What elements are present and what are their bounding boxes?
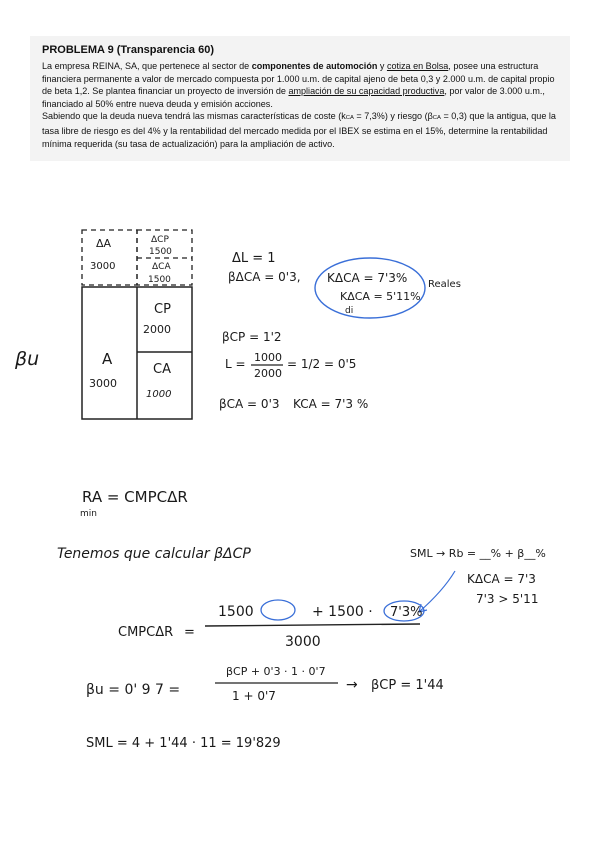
denominator-3000: 3000 [285, 634, 321, 650]
k-delta-ca-repeat: KΔCA = 7'3 [467, 572, 536, 586]
bold-phrase: componentes de automoción [251, 61, 378, 71]
text-part: , por valor de 3.000 u.m., financiado al 50% entre nueva deuda y emisión acciones. [42, 86, 545, 109]
subscript: CA [432, 115, 441, 122]
l-result: = 1/2 = 0'5 [287, 357, 357, 371]
l-label: L = [225, 357, 246, 371]
text-part: y [377, 61, 387, 71]
k-delta-ca-di: KΔCA = 5'11% [340, 290, 421, 303]
beta-cp: βCP = 1'2 [222, 330, 282, 344]
beta-delta-ca: βΔCA = 0'3, [228, 270, 301, 284]
numerator-beta: βCP + 0'3 · 1 · 0'7 [226, 665, 326, 678]
l-numerator: 1000 [254, 351, 282, 364]
delta-ca-value: 1500 [148, 275, 171, 285]
text-part: = 7,3%) y riesgo (β [353, 111, 433, 122]
ca-label: CA [153, 362, 171, 377]
delta-cp-value: 1500 [149, 247, 172, 257]
rate-value: 7'3% [390, 605, 423, 620]
k-ca: KCA = 7'3 % [293, 397, 369, 411]
di-subscript: di [345, 306, 354, 316]
l-denominator: 2000 [254, 367, 282, 380]
reales-note: Reales [428, 279, 461, 290]
delta-cp-label: ΔCP [151, 235, 169, 245]
ra-equation: RA = CMPCΔR [82, 488, 188, 506]
blank-circle [261, 600, 295, 620]
beta-cp-result: βCP = 1'44 [371, 678, 444, 693]
tenemos-line: Tenemos que calcular βΔCP [57, 546, 251, 562]
delta-a-label: ΔA [96, 237, 112, 250]
numerator-plus: + 1500 · [312, 604, 373, 620]
sml-formula: SML → Rb = __% + β__% [410, 547, 546, 560]
sml-final: SML = 4 + 1'44 · 11 = 19'829 [86, 736, 281, 751]
equals-sign: = [184, 625, 195, 640]
cp-label: CP [154, 302, 171, 317]
delta-l: ΔL = 1 [232, 251, 276, 266]
underlined-phrase: ampliación de su capacidad productiva [288, 86, 445, 97]
k-delta-ca: KΔCA = 7'3% [327, 271, 408, 285]
text-part: , posee una estructura financiera permanente a valor de mercado compuesta por 1.000 u.m. de capital ajeno de beta 0,3 y 2.000 u.m. de capital propio de beta 1,2. Se plantea financiar un proyecto de inversión de [42, 61, 555, 97]
subscript: CA [345, 115, 354, 122]
text-part: La empresa REINA, SA, que pertenece al sector de [42, 61, 252, 71]
cmpc-label: CMPCΔR [118, 625, 174, 640]
ca-value: 1000 [146, 389, 172, 400]
fraction-bar-1 [205, 624, 420, 626]
problem-title: PROBLEMA 9 (Transparencia 60) [42, 44, 214, 56]
blue-arrow [419, 571, 455, 612]
min-subscript: min [80, 509, 97, 519]
a-value: 3000 [89, 377, 117, 390]
result-arrow: → [346, 677, 358, 693]
delta-a-value: 3000 [90, 261, 116, 272]
underlined-phrase: cotiza en Bolsa [386, 61, 449, 71]
cp-value: 2000 [143, 323, 171, 336]
circle-highlight [315, 258, 425, 318]
beta-u-equation: βu = 0' 9 7 = [86, 682, 181, 698]
beta-ca: βCA = 0'3 [219, 397, 280, 411]
numerator-1500: 1500 [218, 604, 254, 620]
comparison: 7'3 > 5'11 [476, 592, 539, 606]
text-part: Sabiendo que la deuda nueva tendrá las mismas características de coste (k [42, 111, 346, 122]
beta-u-label: βu [15, 348, 40, 370]
delta-ca-label: ΔCA [152, 262, 171, 272]
a-label: A [102, 350, 113, 368]
denominator-beta: 1 + 0'7 [232, 689, 276, 703]
text-part: = 0,3) que la antigua, que la tasa libre de riesgo es del 4% y la rentabilidad del mercado medida por el IBEX se estima en el 15%, determine la rentabilidad mínima requerida (su tasa de actualización) para la ampliación de activo. [42, 111, 556, 149]
